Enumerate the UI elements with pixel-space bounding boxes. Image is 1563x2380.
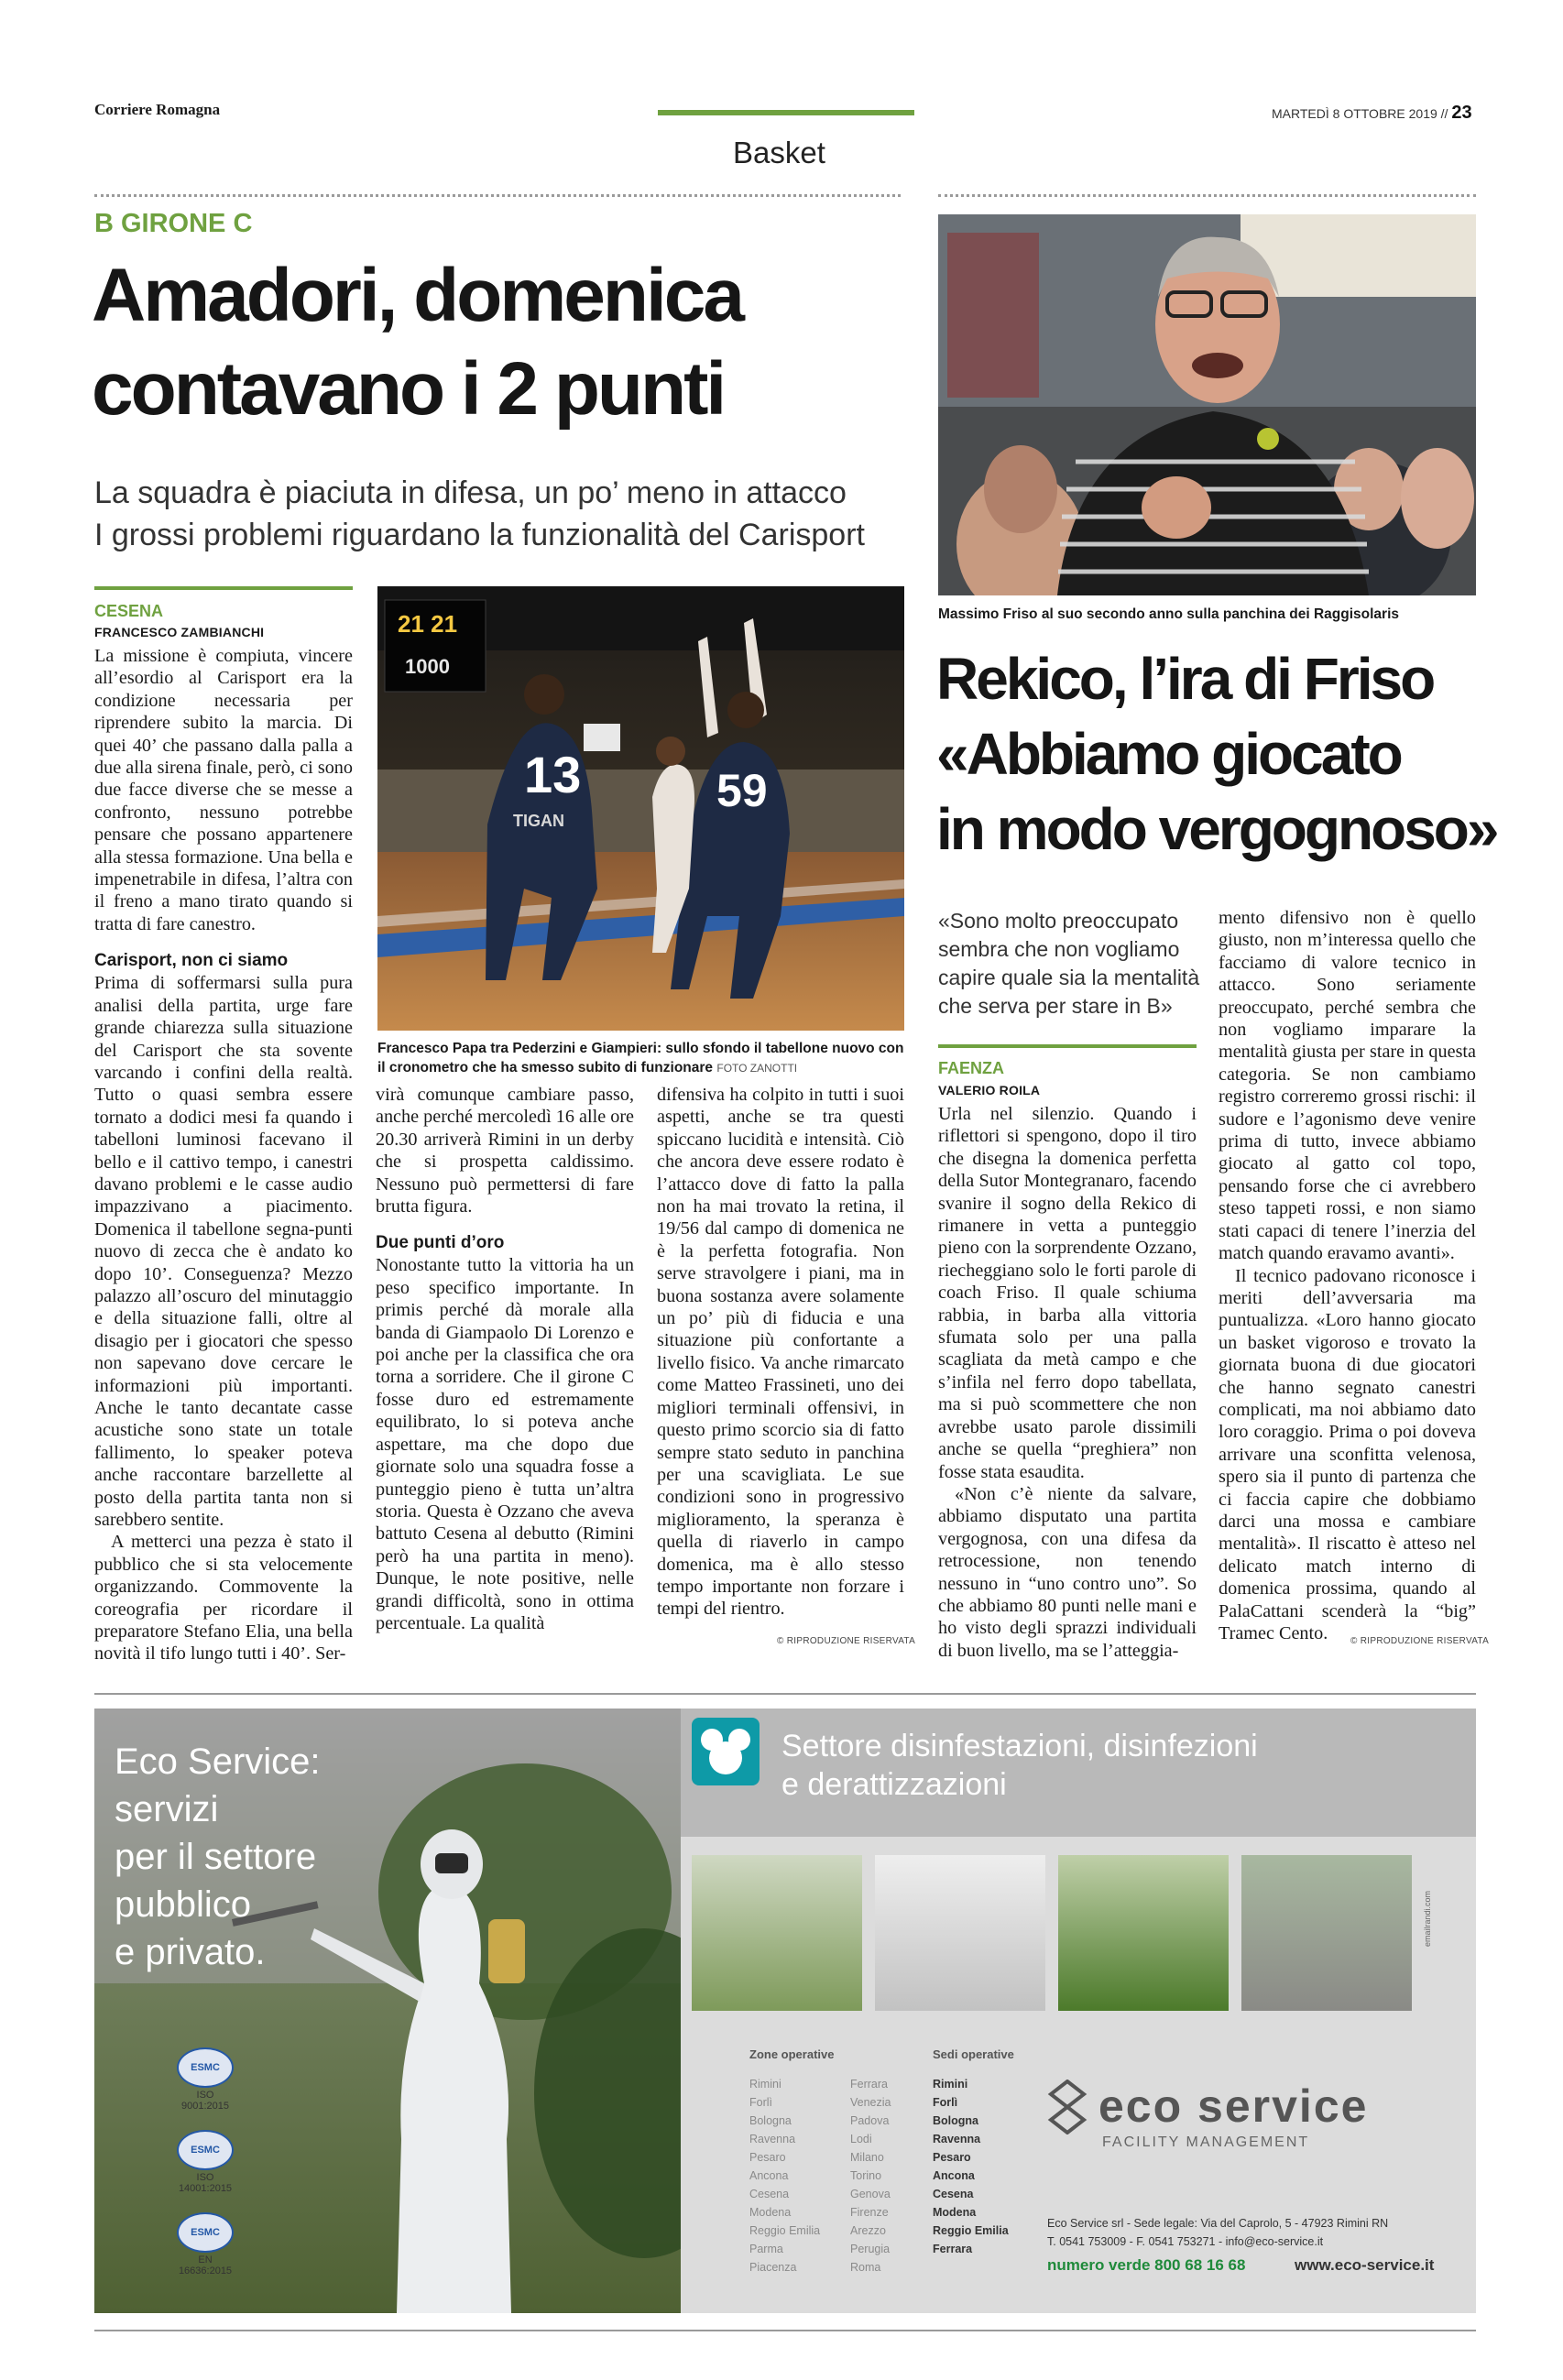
deck-line-2: I grossi problemi riguardano la funzionalità del Carisport <box>94 518 865 552</box>
article2-column-2 <box>1219 907 1476 1644</box>
byline-author: VALERIO ROILA <box>938 1083 1041 1097</box>
location-item: Lodi <box>850 2133 872 2145</box>
byline-bar <box>94 586 353 590</box>
location-item: Perugia <box>850 2243 891 2255</box>
newspaper-name: Corriere Romagna <box>94 101 221 118</box>
cert-badge-1 <box>173 2047 237 2112</box>
jersey-number-right: 59 <box>716 765 768 816</box>
brand-name: eco service <box>1098 2080 1369 2132</box>
location-item: Forlì <box>933 2096 958 2109</box>
location-item: Cesena <box>749 2188 790 2200</box>
photo-illustration <box>938 214 1476 595</box>
photo-illustration <box>377 586 904 1031</box>
paragraph: A metterci una pezza è stato il pubblico che si sta velocemente organizzando. Commovente la coreografia per ricordare il preparatore Stefano Elia, una bella novità il tifo lungo tutti i 40’. Ser- <box>94 1532 353 1665</box>
article-kicker: B GIRONE C <box>94 209 253 238</box>
ad-rule-top <box>94 1693 1476 1695</box>
eco-service-advertisement <box>94 1709 1476 2313</box>
header-rule-right <box>938 194 1476 197</box>
copyright-notice: © RIPRODUZIONE RISERVATA <box>1350 1636 1490 1646</box>
paragraph: Prima di soffermarsi sulla pura analisi della partita, urge fare grande chiarezza sulla situazione del Carisport che sta sovente varcando i confini della realtà. Tutto o quasi sembra essere tornato a dodici mesi fa quando i tabelloni luminosi facevano il bello e il cattivo tempo, i canestri davano problemi e le casse audio impazzivano a piacimento. Domenica il tabellone segna-punti nuovo di zecca che è andato ko dopo 10’. Conseguenza? Mezzo palazzo all’oscuro del minutaggio e della situazione falli, oltre al disagio per i giocatori che spesso non sapevano dove cercare le informazioni più importanti. Anche le tanto decantate casse acustiche sono state un totale fallimento, lo speaker poteva anche raccontare barzellette al posto della partita tanta non si sarebbero sentite. <box>94 973 353 1531</box>
scoreboard-score: 21 21 <box>398 610 458 638</box>
cert-label: ISO 14001:2015 <box>178 2172 233 2194</box>
eco-service-logo <box>1047 2080 1088 2139</box>
ad-left-headline <box>115 1738 321 1976</box>
ad-left-line: e privato. <box>115 1932 266 1972</box>
headline-line-1: Rekico, l’ira di Friso <box>936 646 1434 712</box>
ad-thumb-2 <box>875 1855 1045 2011</box>
location-item: Rimini <box>749 2078 782 2091</box>
green-number: numero verde 800 68 16 68 <box>1047 2256 1246 2274</box>
article1-column-1 <box>94 645 353 1665</box>
location-item: Reggio Emilia <box>749 2224 821 2237</box>
page-number: 23 <box>1451 103 1472 123</box>
photo-caption <box>377 1039 909 1078</box>
ad-thumb-1 <box>692 1855 862 2011</box>
subheading: Due punti d’oro <box>376 1233 505 1253</box>
ad-left-line: pubblico <box>115 1884 252 1925</box>
location-item: Venezia <box>850 2096 891 2109</box>
location-item: Ferrara <box>850 2078 888 2091</box>
paragraph: «Non c’è niente da salvare, abbiamo disputato una partita vergognosa, con una difesa da retrocessione, non tenendo nessuno in “uno contro uno”. So che abbiamo 80 punti nelle mani e ho visto degli sprazzi individuali di buon livello, ma se l’atteggia- <box>938 1483 1197 1661</box>
byline-bar <box>938 1044 1197 1048</box>
copyright-text: RIPRODUZIONE RISERVATA <box>786 1636 916 1646</box>
subheading: Carisport, non ci siamo <box>94 951 289 971</box>
paragraph: virà comunque cambiare passo, anche perché mercoledì 16 alle ore 20.30 arriverà Rimini in un derby che si prospetta caldissimo. Nessuno può permettersi di fare brutta figura. <box>376 1085 634 1217</box>
location-item: Ancona <box>933 2169 975 2182</box>
cert-logo: ESMC <box>177 2130 234 2170</box>
paragraph: difensiva ha colpito in tutti i suoi aspetti, anche se tra questi spiccano lucidità e intensità. Ciò che ancora deve essere rodato è l’attacco dove di fatto la palla non ha mai trovato la retina, il 19/56 dal campo di domenica ne è la perfetta fotografia. Non serve stravolgere i piani, ma in buona sostanza avere solamente un po’ più di fiducia e una situazione più confortante a livello fisico. Va anche rimarcato come Matteo Frassineti, uno dei migliori terminali offensivi, in questo primo scorcio sia di fatto sempre stato seduto in panchina per una scavigliata. Le sue condizioni sono in progressivo miglioramento, la speranza è quella di riaverlo in campo domenica, ma è allo stesso tempo importante non forzare i tempi del rientro. <box>657 1085 904 1620</box>
location-item: Milano <box>850 2151 884 2164</box>
brand-subtitle: FACILITY MANAGEMENT <box>1102 2134 1310 2150</box>
location-item: Arezzo <box>850 2224 886 2237</box>
sedi-list <box>933 2075 1009 2258</box>
paragraph: Il tecnico padovano riconosce i meriti dell’avversaria ma puntualizza. «Loro hanno giocato un basket vigoroso e trovato la giornata buona di due giocatori che hanno segnato canestri complicati, ma noi abbiamo dato loro coraggio. Prima o poi doveva arrivare una sconfitta velenosa, spero sia il punto di partenza che ci faccia capire che dobbiamo darci una mossa e cambiare mentalità». Il riscatto è atteso nel delicato match interno di domenica prossima, quando al PalaCattani scenderà la “big” Tramec Cento. <box>1219 1265 1476 1643</box>
basketball-game-photo <box>377 586 904 1031</box>
location-item: Bologna <box>749 2114 792 2127</box>
location-item: Rimini <box>933 2078 968 2091</box>
location-item: Modena <box>749 2206 792 2219</box>
location-item: Cesena <box>933 2188 974 2200</box>
article2-headline <box>936 641 1496 867</box>
paragraph: Urla nel silenzio. Quando i riflettori si spengono, dopo il tiro che disegna la domenica perfetta della Sutor Montegranaro, facendo svanire il sogno della Rekico di rimanere in vetta a punteggio pieno con la sorprendente Ozzano, riecheggiano solo le forti parole di coach Friso. Il quale schiuma rabbia, in barba alla vittoria sfumata solo per una palla scagliata da metà campo e che s’infila nel ferro dopo tabellata, ma si può scommettere che non avrebbe usato parole dissimili anche se quella “preghiera” non fosse stata esaudita. <box>938 1104 1197 1482</box>
date-text: MARTEDÌ 8 OTTOBRE 2019 // <box>1272 106 1448 121</box>
website[interactable]: www.eco-service.it <box>1295 2256 1435 2274</box>
location-item: Ancona <box>749 2169 789 2182</box>
ad-left-line: per il settore <box>115 1837 317 1877</box>
location-item: Pesaro <box>933 2151 971 2164</box>
cert-label: EN 16636:2015 <box>178 2254 233 2276</box>
coach-photo-caption: Massimo Friso al suo secondo anno sulla panchina dei Raggisolaris <box>938 606 1400 622</box>
article2-column-1 <box>938 1103 1197 1662</box>
company-address: Eco Service srl - Sede legale: Via del Caprolo, 5 - 47923 Rimini RN <box>1047 2217 1389 2230</box>
location-item: Padova <box>850 2114 890 2127</box>
article1-column-3 <box>657 1084 904 1621</box>
cert-badge-3 <box>173 2212 237 2276</box>
header-accent-bar <box>658 110 914 115</box>
pull-quote: «Sono molto preoccupato sembra che non vogliamo capire quale sia la mentalità che serva per stare in B» <box>938 909 1200 1018</box>
location-item: Forlì <box>749 2096 772 2109</box>
dateline-place: FAENZA <box>938 1059 1004 1077</box>
headline-line-3: in modo vergognoso» <box>936 796 1497 862</box>
ad-thumb-4 <box>1241 1855 1412 2011</box>
ad-photo-credit: emailrandi.com <box>1423 1890 1432 1947</box>
location-item: Parma <box>749 2243 783 2255</box>
byline-author: FRANCESCO ZAMBIANCHI <box>94 625 265 639</box>
zones-list-a <box>749 2075 820 2276</box>
location-item: Piacenza <box>749 2261 797 2274</box>
cert-logo: ESMC <box>177 2047 234 2088</box>
paragraph: mento difensivo non è quello giusto, non m’interessa quello che facciamo di valore tecnico in attacco. Sono seriamente preoccupato, perché sembra che non vogliamo imparare la mentalità giusta per stare in questa categoria. Se non cambiamo registro correremo grossi rischi: il sudore e l’agonismo deve venire prima di tutto, invece abbiamo giocato al gatto col topo, pensando forse che ci avrebbero steso tappeti rossi, e non siamo stati capaci di tenere l’inerzia del match quando eravamo avanti». <box>1219 908 1476 1264</box>
location-item: Bologna <box>933 2114 978 2127</box>
ad-banner-line: e derattizzazioni <box>782 1767 1007 1802</box>
headline-line-1: Amadori, domenica <box>92 254 742 337</box>
article1-column-2 <box>376 1084 634 1634</box>
cert-label: ISO 9001:2015 <box>181 2090 229 2112</box>
article-deck <box>94 472 865 556</box>
sedi-title: Sedi operative <box>933 2047 1014 2061</box>
paragraph: Nonostante tutto la vittoria ha un peso specifico importante. In primis perché dà morale alla banda di Giampaolo Di Lorenzo e poi anche per la classifica che ora torna a sorridere. Che il girone C fosse duro ed estremamente equilibrato, lo si poteva anche aspettare, ma che dopo due giornate solo una squadra fosse a punteggio pieno è tutta un’altra storia. Questa è Ozzano che aveva battuto Cesena al debutto (Rimini però ha una partita in meno). Dunque, le note positive, nelle grandi difficoltà, sono in ottima percentuale. La qualità <box>376 1255 634 1633</box>
company-phone: T. 0541 753009 - F. 0541 753271 - info@eco-service.it <box>1047 2235 1324 2248</box>
ad-left-photo <box>94 1709 681 2313</box>
location-item: Firenze <box>850 2206 889 2219</box>
ad-left-line: servizi <box>115 1789 219 1829</box>
location-item: Genova <box>850 2188 891 2200</box>
caption-text: Francesco Papa tra Pederzini e Giampieri: sullo sfondo il tabellone nuovo con il cronometro che ha smesso subito di funzionare <box>377 1041 904 1075</box>
zones-title: Zone operative <box>749 2047 835 2061</box>
location-item: Ferrara <box>933 2243 973 2255</box>
deck-line-1: La squadra è piaciuta in difesa, un po’ meno in attacco <box>94 475 847 510</box>
copyright-text: RIPRODUZIONE RISERVATA <box>1360 1636 1490 1646</box>
ad-banner-line: Settore disinfestazioni, disinfezioni <box>782 1729 1258 1763</box>
location-item: Pesaro <box>749 2151 786 2164</box>
paragraph: La missione è compiuta, vincere all’esordio al Carisport era la condizione necessaria per riprendere subito la marcia. Di quei 40’ che passano dalla palla a due alla sirena finale, però, ci sono due facce diverse che se messe a confronto, nessuno potrebbe pensare che possano appartenere alla stessa formazione. Una bella e impenetrabile in difesa, l’altra con il freno a mano tirato quando si tratta di fare canestro. <box>94 646 353 934</box>
zones-list-b <box>850 2075 891 2276</box>
photo-credit: FOTO ZANOTTI <box>716 1062 798 1075</box>
logo-mark-icon <box>1047 2080 1088 2134</box>
location-item: Roma <box>850 2261 881 2274</box>
section-title: Basket <box>733 136 825 169</box>
issue-date <box>1272 103 1472 124</box>
mouse-icon <box>692 1718 760 1785</box>
headline-line-2: contavano i 2 punti <box>92 347 725 431</box>
location-item: Ravenna <box>749 2133 796 2145</box>
dateline-place: CESENA <box>94 602 164 620</box>
ad-thumb-3 <box>1058 1855 1229 2011</box>
ad-banner-text <box>782 1727 1258 1804</box>
article-headline <box>92 249 742 436</box>
location-item: Reggio Emilia <box>933 2224 1009 2237</box>
location-item: Torino <box>850 2169 882 2182</box>
ad-banner <box>681 1709 1476 1837</box>
cert-badge-2 <box>173 2130 237 2194</box>
location-item: Modena <box>933 2206 977 2219</box>
cert-logo: ESMC <box>177 2212 234 2253</box>
headline-line-2: «Abbiamo giocato <box>936 721 1401 787</box>
jersey-number-left: 13 <box>524 746 582 803</box>
ad-left-line: Eco Service: <box>115 1741 321 1782</box>
location-item: Ravenna <box>933 2133 981 2145</box>
copyright-notice: © RIPRODUZIONE RISERVATA <box>777 1636 916 1646</box>
jersey-sponsor: TIGAN <box>513 812 564 830</box>
ad-rule-bottom <box>94 2330 1476 2331</box>
scoreboard-clock: 1000 <box>405 655 450 678</box>
coach-photo <box>938 214 1476 595</box>
header-rule-left <box>94 194 901 197</box>
